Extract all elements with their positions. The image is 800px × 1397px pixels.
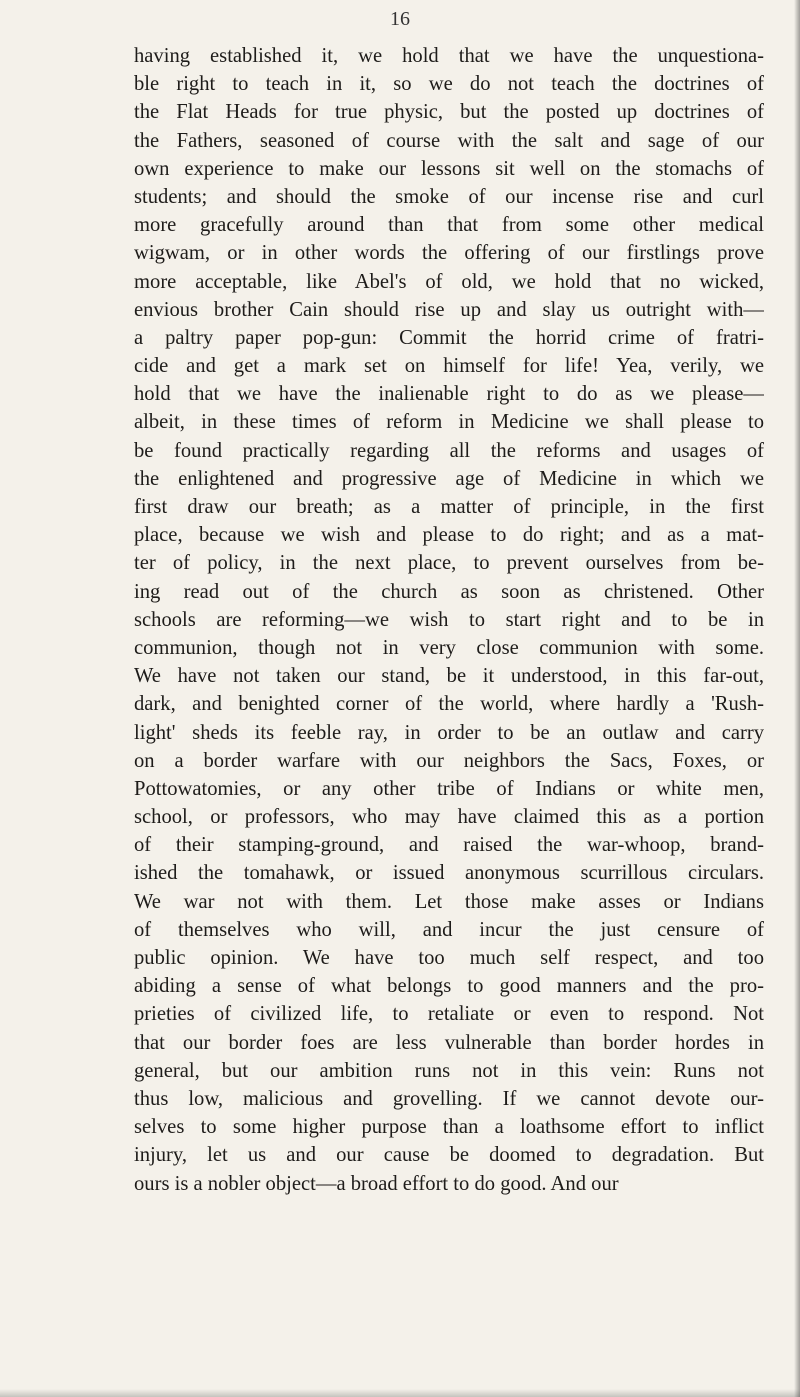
text-line: schools are reforming—we wish to start right and to be in [134,608,764,631]
text-line: the enlightened and progressive age of Medicine in which we [134,467,764,490]
text-line: that our border foes are less vulnerable than border hordes in [134,1031,764,1054]
page-bottom-edge [0,1389,800,1397]
text-line: hold that we have the inalienable right to do as we please— [134,383,764,406]
text-line: light' sheds its feeble ray, in order to be an outlaw and carry [134,721,764,744]
text-line: envious brother Cain should rise up and slay us outright with— [134,298,764,321]
text-line: students; and should the smoke of our incense rise and curl [134,185,764,208]
text-line: place, because we wish and please to do right; and as a mat- [134,524,764,547]
text-line: on a border warfare with our neighbors the Sacs, Foxes, or [134,749,764,772]
text-line: own experience to make our lessons sit well on the stomachs of [134,157,764,180]
text-line: wigwam, or in other words the offering of our firstlings prove [134,242,764,265]
text-line: more acceptable, like Abel's of old, we hold that no wicked, [134,270,764,293]
text-line: a paltry paper pop-gun: Commit the horrid crime of fratri- [134,326,764,349]
text-line: ing read out of the church as soon as christened. Other [134,580,764,603]
text-line: the Flat Heads for true physic, but the posted up doctrines of [134,101,764,124]
text-line: communion, though not in very close communion with some. [134,636,764,659]
text-line: We war not with them. Let those make asses or Indians [134,890,764,913]
text-line: school, or professors, who may have claimed this as a portion [134,806,764,829]
text-line: ished the tomahawk, or issued anonymous scurrillous circulars. [134,862,764,885]
text-line: general, but our ambition runs not in this vein: Runs not [134,1059,764,1082]
text-line: selves to some higher purpose than a loathsome effort to inflict [134,1116,764,1139]
text-line: the Fathers, seasoned of course with the salt and sage of our [134,129,764,152]
text-line: ter of policy, in the next place, to prevent ourselves from be- [134,552,764,575]
text-line: thus low, malicious and grovelling. If we cannot devote our- [134,1087,764,1110]
text-line: public opinion. We have too much self respect, and too [134,947,764,969]
text-line: having established it, we hold that we have the unquestiona- [134,45,764,67]
page-edge-shadow [794,0,800,1397]
text-line: of their stamping-ground, and raised the war-whoop, brand- [134,834,764,857]
text-line: injury, let us and our cause be doomed to degradation. But [134,1144,764,1167]
text-line: ble right to teach in it, so we do not teach the doctrines of [134,73,764,96]
text-line: of themselves who will, and incur the just censure of [134,918,764,941]
text-line: We have not taken our stand, be it understood, in this far-out, [134,665,764,688]
text-line: abiding a sense of what belongs to good manners and the pro- [134,975,764,998]
page-number: 16 [390,8,410,30]
text-line: ours is a nobler object—a broad effort to do good. And our [134,1172,619,1195]
text-line: cide and get a mark set on himself for life! Yea, verily, we [134,355,764,378]
body-text [134,42,764,1198]
text-line: Pottowatomies, or any other tribe of Indians or white men, [134,777,764,800]
text-line: more gracefully around than that from some other medical [134,214,764,237]
text-line: be found practically regarding all the reforms and usages of [134,439,764,462]
text-line: prieties of civilized life, to retaliate or even to respond. Not [134,1003,764,1026]
text-line: first draw our breath; as a matter of principle, in the first [134,496,764,518]
text-line: albeit, in these times of reform in Medicine we shall please to [134,411,764,434]
text-line: dark, and benighted corner of the world, where hardly a 'Rush- [134,693,764,716]
